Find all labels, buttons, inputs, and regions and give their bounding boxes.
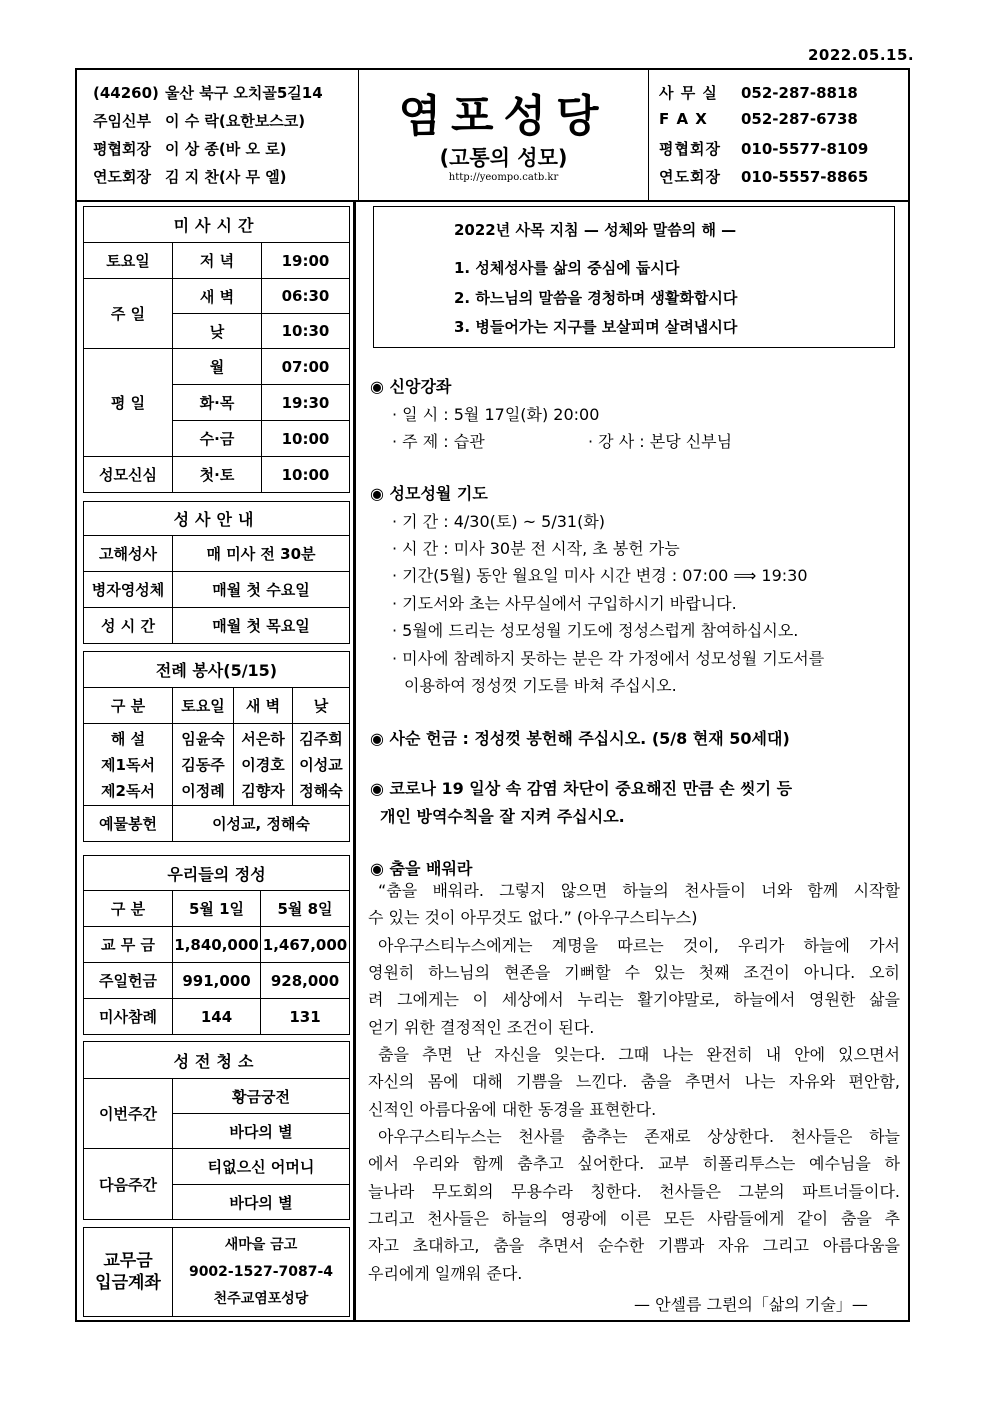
server-name: 김동주 (181, 755, 225, 774)
pastor-row (93, 110, 305, 131)
donation-amount: 131 (261, 999, 350, 1035)
parish-subtitle: (고통의 성모) (439, 146, 568, 170)
role-name: 제2독서 (101, 781, 155, 800)
sacrament-schedule: 매월 첫 목요일 (173, 608, 350, 644)
funeral-phone-label: 연도회장 (659, 168, 721, 186)
time-cell: 19:00 (262, 243, 350, 279)
slot-cell: 첫·토 (173, 457, 262, 493)
dance-line: 신적인 아름다움에 대한 동경을 표현한다. (368, 1100, 657, 1119)
server-name: 이성교 (299, 755, 343, 774)
mass-times-title: 미사시간 (84, 207, 350, 243)
server-name: 서은하 (241, 729, 285, 748)
account-label-line: 교무금 (103, 1251, 153, 1271)
parish-title: 염포성당 (398, 91, 609, 142)
account-number: 9002-1527-7087-4 (188, 1263, 334, 1280)
postal-code: (44260) (93, 84, 159, 102)
guideline-item: 2. 하느님의 말씀을 경청하며 생활화합시다 (454, 289, 738, 307)
rosary-line: · 기간(5월) 동안 월요일 미사 시간 변경 : 07:00 ⟹ 19:30 (392, 566, 808, 585)
faith-lecture-topic: · 주 제 : 습관 (392, 432, 485, 451)
office-label: 사 무 실 (659, 84, 718, 102)
sacraments-table (83, 501, 350, 644)
account-label-line: 입금계좌 (95, 1273, 161, 1293)
column-header: 구 분 (84, 891, 173, 927)
guideline-item: 3. 병들어가는 지구를 보살피며 살려냅시다 (454, 318, 738, 336)
guideline-title: 2022년 사목 지침 — 성체와 말씀의 해 — (454, 221, 737, 239)
week-label: 다음주간 (84, 1149, 173, 1220)
covid-notice-line2: 개인 방역수칙을 잘 지켜 주십시오. (380, 807, 625, 826)
role-name: 해 설 (110, 729, 146, 748)
server-name: 이경호 (241, 755, 285, 774)
offering-servers: 이성교, 정해숙 (173, 806, 350, 842)
dawn-cell (234, 724, 293, 806)
column-header: 5월 1일 (173, 891, 261, 927)
funeral-president-name: 김 지 찬(사 무 엘) (165, 168, 287, 186)
address: 울산 북구 오치골5길14 (165, 84, 323, 102)
parish-info (77, 70, 359, 200)
dance-line: 영원히 하느님의 현존을 기뻐할 수 있는 첫째 조건이 아니다. 오히 (368, 963, 900, 982)
day-cell: 평 일 (84, 349, 173, 457)
fax-number: 052-287-6738 (741, 110, 858, 128)
account-details (173, 1228, 350, 1317)
dance-line: 수 있는 것이 아무것도 없다.” (아우구스티누스) (368, 908, 698, 927)
role-name: 제1독서 (101, 755, 155, 774)
parish-title-block (359, 70, 649, 200)
office-phone-row (659, 82, 858, 103)
sacrament-schedule: 매 미사 전 30분 (173, 536, 350, 572)
donation-name: 주일헌금 (84, 963, 173, 999)
dance-line: 우리에게 일깨워 준다. (368, 1264, 523, 1283)
rosary-line: · 기 간 : 4/30(토) ~ 5/31(화) (392, 512, 606, 531)
cleaning-title: 성전청소 (84, 1042, 350, 1079)
sacrament-schedule: 매월 첫 수요일 (173, 572, 350, 608)
offering-role: 예물봉헌 (84, 806, 173, 842)
council-president-name: 이 상 종(바 오 로) (165, 140, 287, 158)
time-cell: 07:00 (262, 349, 350, 385)
cleaning-group: 황금궁전 (173, 1079, 350, 1114)
pastor-name: 이 수 락(요한보스코) (165, 112, 306, 130)
server-name: 이정례 (181, 781, 225, 800)
role-cell (84, 724, 173, 806)
dance-line: 자신의 몸에 대해 기쁨을 느낀다. 춤을 추면서 나는 자유와 편안함, (368, 1072, 900, 1091)
sacraments-title: 성사안내 (84, 502, 350, 536)
account-table (83, 1227, 350, 1317)
slot-cell: 저 녁 (173, 243, 262, 279)
donation-name: 미사참례 (84, 999, 173, 1035)
council-president-row (93, 138, 287, 159)
column-header: 5월 8일 (261, 891, 350, 927)
slot-cell: 낮 (173, 314, 262, 349)
dance-title: ◉ 춤을 배워라 (370, 859, 473, 878)
time-cell: 19:30 (262, 385, 350, 421)
dance-line: 얻기 위한 결정적인 조건이 된다. (368, 1018, 595, 1037)
dance-line: 춤을 추면 난 자신을 잊는다. 그때 나는 완전히 내 안에 있으면서 (378, 1045, 900, 1064)
server-name: 김주희 (299, 729, 343, 748)
column-divider (353, 202, 354, 1322)
contact-info (649, 70, 908, 200)
guideline-item: 1. 성체성사를 삶의 중심에 둡시다 (454, 259, 680, 277)
week-label: 이번주간 (84, 1079, 173, 1149)
day-cell: 주 일 (84, 279, 173, 349)
council-phone-row (659, 138, 868, 159)
time-cell: 10:00 (262, 457, 350, 493)
dance-line: “춤을 배워라. 그렇지 않으면 하늘의 천사들이 너와 함께 시작할 (378, 881, 900, 900)
office-phone: 052-287-8818 (741, 84, 858, 102)
offering-notice: ◉ 사순 헌금 : 정성껏 봉헌해 주십시오. (5/8 현재 50세대) (370, 729, 790, 748)
issue-date: 2022.05.15. (808, 46, 915, 64)
donation-amount: 1,840,000 (173, 927, 261, 963)
cleaning-group: 티없으신 어머니 (173, 1149, 350, 1185)
rosary-line: · 기도서와 초는 사무실에서 구입하시기 바랍니다. (392, 594, 737, 613)
funeral-president-label: 연도회장 (93, 168, 151, 186)
pastoral-guideline-box (373, 206, 895, 348)
donation-amount: 1,467,000 (261, 927, 350, 963)
address-row (93, 82, 323, 103)
funeral-phone-row (659, 166, 868, 187)
donation-amount: 928,000 (261, 963, 350, 999)
dance-line: 에서 우리와 함께 춤추고 싶어한다. 교부 히폴리투스는 예수님을 하 (368, 1154, 900, 1173)
slot-cell: 화·목 (173, 385, 262, 421)
sacrament-name: 성 시 간 (84, 608, 173, 644)
column-header: 새 벽 (234, 688, 293, 724)
dance-line: 그리고 천사들은 하늘의 영광에 이른 모든 사람들에게 같이 춤을 추 (368, 1209, 900, 1228)
server-name: 김향자 (241, 781, 285, 800)
day-cell: 성모신심 (84, 457, 173, 493)
dance-source: — 안셀름 그륀의「삶의 기술」— (634, 1295, 868, 1314)
rosary-line: · 시 간 : 미사 30분 전 시작, 초 봉헌 가능 (392, 539, 680, 558)
faith-lecture-title: ◉ 신앙강좌 (370, 377, 452, 396)
account-label (84, 1228, 173, 1317)
liturgy-title: 전례 봉사(5/15) (84, 652, 350, 688)
donations-title: 우리들의 정성 (84, 856, 350, 891)
day-cell (293, 724, 350, 806)
council-phone-label: 평협회장 (659, 140, 721, 158)
pastor-label: 주임신부 (93, 112, 151, 130)
time-cell: 10:00 (262, 421, 350, 457)
dance-line: 자고 초대하고, 춤을 추면서 순수한 기쁨과 자유 그리고 아름다움을 (368, 1236, 900, 1255)
dance-line: 늘나라 무도회의 무용수라 칭한다. 천사들은 그분의 파트너들이다. (368, 1182, 900, 1201)
donation-amount: 144 (173, 999, 261, 1035)
fax-row (659, 110, 858, 128)
masthead (75, 68, 910, 202)
fax-label: F A X (659, 110, 708, 128)
council-phone: 010-5577-8109 (741, 140, 869, 158)
sacrament-name: 고해성사 (84, 536, 173, 572)
funeral-phone: 010-5557-8865 (741, 168, 869, 186)
funeral-president-row (93, 166, 287, 187)
donations-table (83, 855, 350, 1035)
column-header: 구 분 (84, 688, 173, 724)
donation-amount: 991,000 (173, 963, 261, 999)
parish-url[interactable]: http://yeompo.catb.kr (448, 172, 559, 183)
cleaning-group: 바다의 별 (173, 1185, 350, 1220)
server-name: 정해숙 (299, 781, 343, 800)
rosary-title: ◉ 성모성월 기도 (370, 484, 488, 503)
dance-line: 려 그에게는 이 세상에서 누리는 활기야말로, 하늘에서 영원한 삶을 (368, 990, 900, 1009)
time-cell: 06:30 (262, 279, 350, 314)
column-header: 낮 (293, 688, 350, 724)
day-cell: 토요일 (84, 243, 173, 279)
council-president-label: 평협회장 (93, 140, 151, 158)
rosary-line: · 미사에 참례하지 못하는 분은 각 가정에서 성모성월 기도서를 (392, 649, 825, 668)
account-holder: 천주교염포성당 (213, 1290, 309, 1307)
covid-notice-line1: ◉ 코로나 19 일상 속 감염 차단이 중요해진 만큼 손 씻기 등 (370, 779, 793, 798)
slot-cell: 수·금 (173, 421, 262, 457)
sacrament-name: 병자영성체 (84, 572, 173, 608)
faith-lecture-date: · 일 시 : 5월 17일(화) 20:00 (392, 405, 600, 424)
bank-name: 새마을 금고 (224, 1236, 298, 1253)
rosary-line: 이용하여 정성껏 기도를 바쳐 주십시오. (404, 676, 677, 695)
slot-cell: 월 (173, 349, 262, 385)
cleaning-table (83, 1041, 350, 1220)
mass-times-table (83, 206, 350, 493)
column-header: 토요일 (173, 688, 234, 724)
dance-line: 아우구스티누스에게는 계명을 따르는 것이, 우리가 하늘에 가서 (378, 936, 900, 955)
slot-cell: 새 벽 (173, 279, 262, 314)
liturgy-service-table (83, 651, 350, 842)
cleaning-group: 바다의 별 (173, 1114, 350, 1149)
faith-lecture-speaker: · 강 사 : 본당 신부님 (588, 432, 733, 451)
rosary-line: · 5월에 드리는 성모성월 기도에 정성스럽게 참여하십시오. (392, 621, 799, 640)
donation-name: 교 무 금 (84, 927, 173, 963)
server-name: 임윤숙 (181, 729, 225, 748)
dance-line: 아우구스티누스는 천사를 춤추는 존재로 상상한다. 천사들은 하늘 (378, 1127, 900, 1146)
saturday-cell (173, 724, 234, 806)
time-cell: 10:30 (262, 314, 350, 349)
